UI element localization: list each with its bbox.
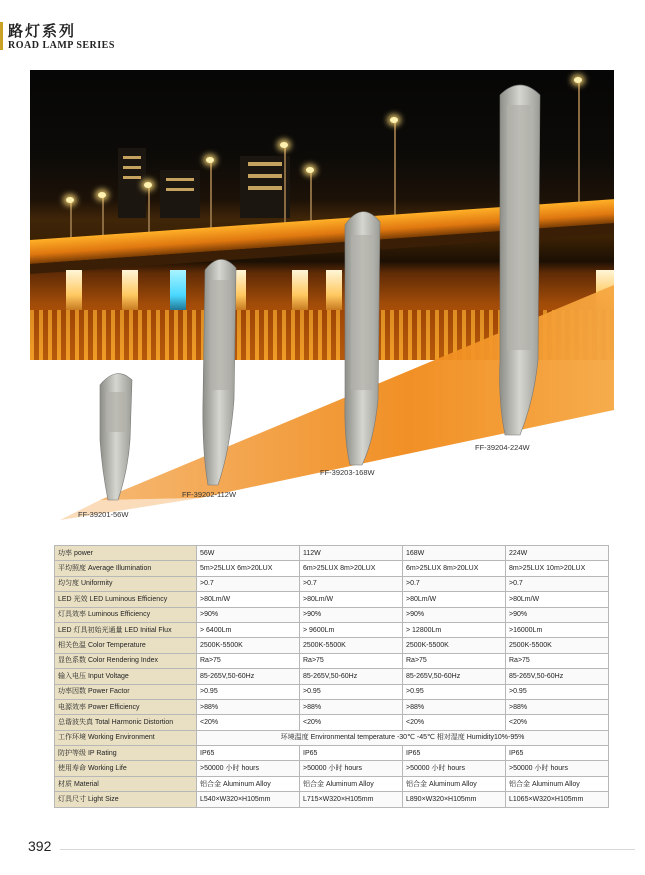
section-title-english: ROAD LAMP SERIES bbox=[8, 40, 115, 51]
model-label-39201: FF-39201-56W bbox=[78, 510, 129, 519]
section-title-chinese: 路灯系列 bbox=[8, 22, 77, 40]
spec-value: 6m>25LUX 8m>20LUX bbox=[403, 561, 506, 576]
spec-row bbox=[55, 746, 609, 761]
spec-row bbox=[55, 561, 609, 576]
spec-label: 防护等级 IP Rating bbox=[55, 746, 197, 761]
spec-value: >80Lm/W bbox=[197, 592, 300, 607]
spec-value: >88% bbox=[506, 699, 609, 714]
spec-value: Ra>75 bbox=[506, 653, 609, 668]
spec-value: >88% bbox=[197, 699, 300, 714]
spec-value: >50000 小时 hours bbox=[300, 761, 403, 776]
spec-value: 2500K-5500K bbox=[506, 638, 609, 653]
spec-value: Ra>75 bbox=[403, 653, 506, 668]
spec-value: >90% bbox=[300, 607, 403, 622]
spec-value: >88% bbox=[300, 699, 403, 714]
spec-value: 112W bbox=[300, 546, 403, 561]
spec-value: L890×W320×H105mm bbox=[403, 792, 506, 807]
spec-value: >0.7 bbox=[506, 576, 609, 591]
spec-value: 168W bbox=[403, 546, 506, 561]
spec-value: > 12800Lm bbox=[403, 622, 506, 637]
spec-row bbox=[55, 761, 609, 776]
spec-row bbox=[55, 699, 609, 714]
footer-rule bbox=[60, 849, 635, 850]
spec-row bbox=[55, 776, 609, 791]
model-label-39202: FF-39202-112W bbox=[182, 490, 237, 499]
spec-value: >90% bbox=[506, 607, 609, 622]
page-number: 392 bbox=[28, 838, 52, 854]
spec-row bbox=[55, 576, 609, 591]
spec-value: 5m>25LUX 6m>20LUX bbox=[197, 561, 300, 576]
spec-value: >0.7 bbox=[197, 576, 300, 591]
spec-label: 总谐波失真 Total Harmonic Distortion bbox=[55, 715, 197, 730]
spec-value: 8m>25LUX 10m>20LUX bbox=[506, 561, 609, 576]
spec-row-environment bbox=[55, 730, 609, 745]
spec-value: >50000 小时 hours bbox=[197, 761, 300, 776]
spec-label: 灯具尺寸 Light Size bbox=[55, 792, 197, 807]
spec-label: 功率因数 Power Factor bbox=[55, 684, 197, 699]
spec-label: 灯具效率 Luminous Efficiency bbox=[55, 607, 197, 622]
spec-row bbox=[55, 653, 609, 668]
spec-value: 85-265V,50-60Hz bbox=[197, 669, 300, 684]
spec-value: >0.95 bbox=[300, 684, 403, 699]
spec-label: 相关色温 Color Temperature bbox=[55, 638, 197, 653]
spec-value-environment: 环境温度 Environmental temperature -30℃ -45℃ 相对湿度 Humidity10%-95% bbox=[197, 730, 609, 745]
spec-value: 6m>25LUX 8m>20LUX bbox=[300, 561, 403, 576]
spec-row bbox=[55, 792, 609, 807]
spec-value: L540×W320×H105mm bbox=[197, 792, 300, 807]
spec-value: L1065×W320×H105mm bbox=[506, 792, 609, 807]
spec-value: 2500K-5500K bbox=[197, 638, 300, 653]
spec-row bbox=[55, 669, 609, 684]
spec-value: 2500K-5500K bbox=[300, 638, 403, 653]
spec-label: 平均照度 Average Illumination bbox=[55, 561, 197, 576]
spec-value: <20% bbox=[197, 715, 300, 730]
spec-label: LED 灯具初始光通量 LED Initial Flux bbox=[55, 622, 197, 637]
spec-value: > 9600Lm bbox=[300, 622, 403, 637]
spec-label: 输入电压 Input Voltage bbox=[55, 669, 197, 684]
spec-row bbox=[55, 592, 609, 607]
spec-label: LED 光效 LED Luminous Efficiency bbox=[55, 592, 197, 607]
spec-value: >50000 小时 hours bbox=[506, 761, 609, 776]
spec-row bbox=[55, 684, 609, 699]
spec-value: >0.95 bbox=[403, 684, 506, 699]
spec-value: <20% bbox=[403, 715, 506, 730]
spec-table bbox=[54, 545, 609, 808]
spec-label: 功率 power bbox=[55, 546, 197, 561]
spec-value: > 6400Lm bbox=[197, 622, 300, 637]
spec-label: 使用寿命 Working Life bbox=[55, 761, 197, 776]
spec-value: Ra>75 bbox=[197, 653, 300, 668]
spec-value: >0.7 bbox=[300, 576, 403, 591]
spec-label: 均匀度 Uniformity bbox=[55, 576, 197, 591]
spec-value: 85-265V,50-60Hz bbox=[403, 669, 506, 684]
spec-value: >0.95 bbox=[506, 684, 609, 699]
spec-value: >0.7 bbox=[403, 576, 506, 591]
spec-row bbox=[55, 715, 609, 730]
spec-value: >0.95 bbox=[197, 684, 300, 699]
spec-value: 铝合金 Aluminum Alloy bbox=[403, 776, 506, 791]
spec-value: >50000 小时 hours bbox=[403, 761, 506, 776]
spec-value: 85-265V,50-60Hz bbox=[300, 669, 403, 684]
spec-value: IP65 bbox=[300, 746, 403, 761]
spec-value: Ra>75 bbox=[300, 653, 403, 668]
spec-value: >80Lm/W bbox=[403, 592, 506, 607]
spec-row bbox=[55, 546, 609, 561]
spec-value: IP65 bbox=[403, 746, 506, 761]
spec-value: >90% bbox=[403, 607, 506, 622]
spec-value: 铝合金 Aluminum Alloy bbox=[300, 776, 403, 791]
spec-value: >90% bbox=[197, 607, 300, 622]
spec-label: 电源效率 Power Efficiency bbox=[55, 699, 197, 714]
spec-value: >16000Lm bbox=[506, 622, 609, 637]
spec-value: 85-265V,50-60Hz bbox=[506, 669, 609, 684]
spec-label: 材质 Material bbox=[55, 776, 197, 791]
spec-label: 工作环境 Working Environment bbox=[55, 730, 197, 745]
spec-value: >80Lm/W bbox=[300, 592, 403, 607]
spec-value: L715×W320×H105mm bbox=[300, 792, 403, 807]
spec-value: 铝合金 Aluminum Alloy bbox=[197, 776, 300, 791]
spec-row bbox=[55, 622, 609, 637]
spec-label: 显色系数 Color Rendering Index bbox=[55, 653, 197, 668]
spec-value: 2500K-5500K bbox=[403, 638, 506, 653]
spec-value: 224W bbox=[506, 546, 609, 561]
spec-value: IP65 bbox=[506, 746, 609, 761]
spec-row bbox=[55, 638, 609, 653]
model-label-39203: FF-39203-168W bbox=[320, 468, 375, 477]
spec-value: <20% bbox=[506, 715, 609, 730]
spec-row bbox=[55, 607, 609, 622]
spec-value: 56W bbox=[197, 546, 300, 561]
spec-value: >80Lm/W bbox=[506, 592, 609, 607]
spec-value: IP65 bbox=[197, 746, 300, 761]
spec-value: >88% bbox=[403, 699, 506, 714]
spec-value: 铝合金 Aluminum Alloy bbox=[506, 776, 609, 791]
spec-value: <20% bbox=[300, 715, 403, 730]
model-label-39204: FF-39204-224W bbox=[475, 443, 530, 452]
